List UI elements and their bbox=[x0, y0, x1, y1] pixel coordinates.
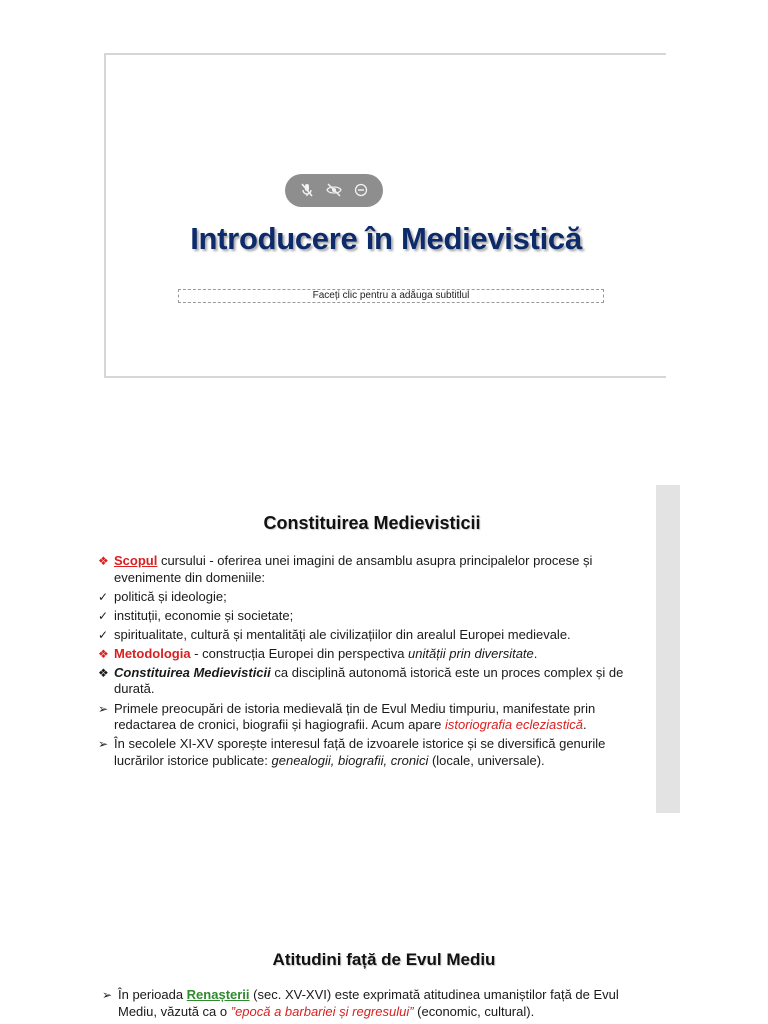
diamond-bullet-icon: ❖ bbox=[98, 665, 109, 680]
item-text: cursului - oferirea unei imagini de ansamblu asupra principalelor procese și evenimente din domeniile: bbox=[114, 553, 593, 585]
media-controls[interactable] bbox=[285, 174, 383, 207]
item-end: (locale, universale). bbox=[428, 752, 545, 768]
checkmark-icon: ✓ bbox=[98, 627, 109, 642]
item-italic: genealogii, biografii, cronici bbox=[271, 752, 429, 768]
arrow-bullet-icon: ➢ bbox=[102, 988, 113, 1002]
quote-red: ”epocă a barbariei și regresului” bbox=[230, 1003, 414, 1019]
section-body bbox=[100, 987, 660, 1023]
list-item bbox=[96, 627, 652, 644]
list-item bbox=[96, 646, 652, 663]
diamond-bullet-icon: ❖ bbox=[98, 646, 109, 661]
checkmark-icon: ✓ bbox=[98, 589, 109, 604]
subtitle-placeholder[interactable]: Faceți clic pentru a adăuga subtitlul bbox=[178, 289, 604, 303]
item-text: (sec. XV-XVI) este exprimată atitudinea umaniștilor față de Evul Mediu, văzută ca o bbox=[118, 987, 619, 1019]
item-text: ca disciplină autonomă istorică este un proces complex și de durată. bbox=[114, 664, 624, 697]
item-text: Primele preocupări de istoria medievală țin de Evul Mediu timpuriu, manifestate prin redactarea de cronici, biografii și hagiografii. Acum apare bbox=[114, 700, 596, 733]
title-slide bbox=[104, 53, 666, 378]
item-italic: unității prin diversitate bbox=[408, 645, 534, 661]
list-item bbox=[96, 608, 652, 625]
list-item bbox=[100, 987, 660, 1020]
video-off-icon[interactable] bbox=[325, 183, 343, 199]
list-item bbox=[96, 589, 652, 606]
list-item bbox=[96, 553, 652, 586]
term-renasterii: Renașterii bbox=[186, 987, 250, 1002]
term-istoriografia: istoriografia ecleziastică bbox=[444, 717, 583, 733]
checkmark-icon: ✓ bbox=[98, 608, 109, 623]
list-item bbox=[96, 665, 652, 698]
arrow-bullet-icon: ➢ bbox=[98, 701, 109, 716]
item-text: politică și ideologie; bbox=[114, 588, 227, 604]
diamond-bullet-icon: ❖ bbox=[98, 554, 109, 568]
bullet-list bbox=[96, 553, 652, 772]
term-scopul: Scopul bbox=[114, 553, 158, 568]
mic-off-icon[interactable] bbox=[298, 183, 316, 199]
list-item bbox=[96, 736, 652, 769]
term-metodologia: Metodologia bbox=[114, 645, 191, 661]
item-text: instituții, economie și societate; bbox=[114, 607, 294, 623]
slide-heading: Constituirea Medievisticii bbox=[263, 513, 481, 533]
item-text: În perioada bbox=[118, 987, 187, 1002]
item-text: - construcția Europei din perspectiva bbox=[190, 645, 409, 661]
term-constituirea: Constituirea Medievisticii bbox=[114, 664, 271, 680]
content-slide-frame bbox=[88, 485, 680, 813]
minus-circle-icon[interactable] bbox=[352, 183, 370, 199]
item-end: . bbox=[533, 645, 538, 661]
slide-title: Introducere în Medievistică bbox=[190, 221, 582, 256]
item-text: În secolele XI-XV sporește interesul față de izvoarele istorice și se diversifică genurile lucrărilor istorice publicate: bbox=[114, 736, 606, 768]
list-item bbox=[96, 701, 652, 734]
section-heading: Atitudini față de Evul Mediu bbox=[272, 950, 496, 969]
item-end: (economic, cultural). bbox=[413, 1003, 535, 1019]
item-end: . bbox=[582, 717, 587, 733]
arrow-bullet-icon: ➢ bbox=[98, 737, 109, 752]
item-text: spiritualitate, cultură și mentalități ale civilizațiilor din arealul Europei medievale. bbox=[114, 626, 571, 642]
content-slide bbox=[88, 485, 656, 813]
